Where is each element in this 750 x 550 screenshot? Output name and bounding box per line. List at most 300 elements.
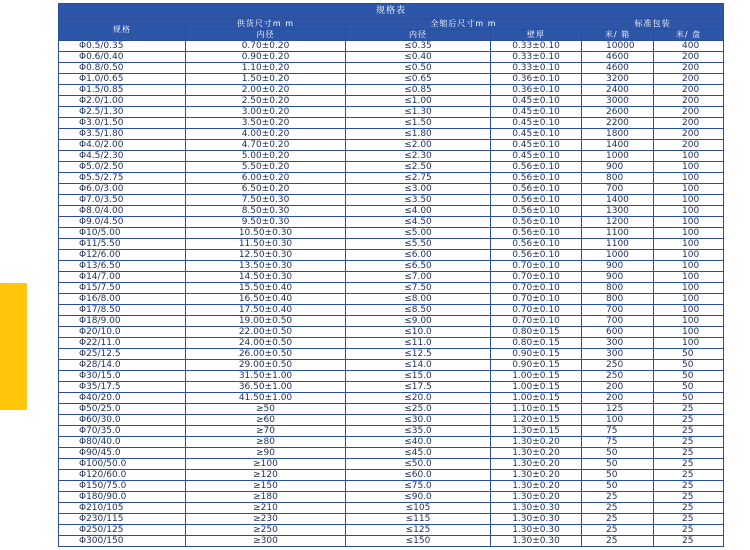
spec-cell: Φ5.0/2.50: [59, 162, 186, 173]
supply-inner-diameter-cell: ≥210: [186, 503, 346, 514]
table-row: [59, 217, 724, 228]
spec-cell: Φ11/5.50: [59, 239, 186, 250]
supply-inner-diameter-cell: ≥300: [186, 536, 346, 547]
wall-thickness-cell: 1.30±0.30: [491, 514, 582, 525]
meter-per-box-cell: 200: [582, 393, 654, 404]
spec-cell: Φ17/8.50: [59, 305, 186, 316]
meter-per-box-cell: 100: [582, 415, 654, 426]
supply-inner-diameter-cell: 11.50±0.30: [186, 239, 346, 250]
spec-cell: Φ5.5/2.75: [59, 173, 186, 184]
wall-thickness-cell: 1.30±0.20: [491, 481, 582, 492]
meter-per-box-cell: 1400: [582, 140, 654, 151]
wall-thickness-cell: 0.56±0.10: [491, 173, 582, 184]
supply-inner-diameter-cell: 10.50±0.30: [186, 228, 346, 239]
wall-thickness-cell: 0.45±0.10: [491, 140, 582, 151]
shrunk-inner-diameter-cell: ≤1.00: [346, 96, 491, 107]
supply-inner-diameter-cell: ≥60: [186, 415, 346, 426]
wall-thickness-cell: 1.30±0.15: [491, 426, 582, 437]
table-row: [59, 503, 724, 514]
meter-per-reel-cell: 200: [654, 63, 724, 74]
wall-thickness-cell: 0.45±0.10: [491, 118, 582, 129]
meter-per-box-cell: 25: [582, 525, 654, 536]
meter-per-reel-cell: 100: [654, 162, 724, 173]
wall-thickness-cell: 1.20±0.15: [491, 415, 582, 426]
shrunk-inner-diameter-cell: ≤75.0: [346, 481, 491, 492]
spec-cell: Φ70/35.0: [59, 426, 186, 437]
spec-cell: Φ1.0/0.65: [59, 74, 186, 85]
spec-cell: Φ50/25.0: [59, 404, 186, 415]
meter-per-box-cell: 1000: [582, 151, 654, 162]
table-row: [59, 184, 724, 195]
meter-per-reel-cell: 100: [654, 305, 724, 316]
spec-cell: Φ100/50.0: [59, 459, 186, 470]
supply-inner-diameter-cell: 8.50±0.30: [186, 206, 346, 217]
meter-per-box-cell: 1800: [582, 129, 654, 140]
spec-cell: Φ0.5/0.35: [59, 41, 186, 52]
table-row: [59, 272, 724, 283]
wall-thickness-cell: 0.56±0.10: [491, 162, 582, 173]
meter-per-box-cell: 10000: [582, 41, 654, 52]
supply-inner-diameter-cell: ≥70: [186, 426, 346, 437]
shrunk-inner-diameter-cell: ≤3.00: [346, 184, 491, 195]
spec-cell: Φ150/75.0: [59, 481, 186, 492]
spec-cell: Φ3.0/1.50: [59, 118, 186, 129]
wall-thickness-cell: 0.33±0.10: [491, 52, 582, 63]
meter-per-box-cell: 50: [582, 470, 654, 481]
table-row: [59, 338, 724, 349]
spec-cell: Φ4.5/2.30: [59, 151, 186, 162]
supply-inner-diameter-cell: ≥230: [186, 514, 346, 525]
table-row: [59, 426, 724, 437]
meter-per-box-cell: 700: [582, 316, 654, 327]
meter-per-box-cell: 25: [582, 503, 654, 514]
meter-per-box-cell: 4600: [582, 63, 654, 74]
header-supply-inner-diameter: 内径: [186, 30, 346, 41]
wall-thickness-cell: 0.70±0.10: [491, 305, 582, 316]
spec-cell: Φ210/105: [59, 503, 186, 514]
wall-thickness-cell: 0.70±0.10: [491, 283, 582, 294]
meter-per-reel-cell: 200: [654, 140, 724, 151]
meter-per-reel-cell: 25: [654, 536, 724, 547]
table-row: [59, 448, 724, 459]
table-row: [59, 151, 724, 162]
spec-cell: Φ7.0/3.50: [59, 195, 186, 206]
table-row: [59, 140, 724, 151]
wall-thickness-cell: 1.30±0.20: [491, 492, 582, 503]
spec-cell: Φ14/7.00: [59, 272, 186, 283]
meter-per-box-cell: 900: [582, 261, 654, 272]
meter-per-box-cell: 1100: [582, 239, 654, 250]
supply-inner-diameter-cell: 7.50±0.30: [186, 195, 346, 206]
supply-inner-diameter-cell: 3.00±0.20: [186, 107, 346, 118]
meter-per-box-cell: 800: [582, 283, 654, 294]
meter-per-box-cell: 25: [582, 514, 654, 525]
wall-thickness-cell: 1.30±0.30: [491, 536, 582, 547]
spec-cell: Φ60/30.0: [59, 415, 186, 426]
meter-per-box-cell: 2600: [582, 107, 654, 118]
spec-cell: Φ4.0/2.00: [59, 140, 186, 151]
wall-thickness-cell: 1.00±0.15: [491, 393, 582, 404]
meter-per-reel-cell: 200: [654, 52, 724, 63]
spec-cell: Φ0.6/0.40: [59, 52, 186, 63]
wall-thickness-cell: 0.33±0.10: [491, 63, 582, 74]
meter-per-box-cell: 1300: [582, 206, 654, 217]
meter-per-reel-cell: 100: [654, 272, 724, 283]
shrunk-inner-diameter-cell: ≤17.5: [346, 382, 491, 393]
meter-per-reel-cell: 100: [654, 294, 724, 305]
supply-inner-diameter-cell: 12.50±0.30: [186, 250, 346, 261]
supply-inner-diameter-cell: ≥100: [186, 459, 346, 470]
wall-thickness-cell: 1.30±0.20: [491, 470, 582, 481]
meter-per-reel-cell: 50: [654, 382, 724, 393]
spec-cell: Φ0.8/0.50: [59, 63, 186, 74]
supply-inner-diameter-cell: 6.00±0.20: [186, 173, 346, 184]
spec-cell: Φ2.0/1.00: [59, 96, 186, 107]
table-row: [59, 129, 724, 140]
meter-per-box-cell: 1200: [582, 217, 654, 228]
spec-cell: Φ9.0/4.50: [59, 217, 186, 228]
header-meter-per-box: 米/ 箱: [582, 30, 654, 41]
meter-per-reel-cell: 25: [654, 426, 724, 437]
meter-per-box-cell: 900: [582, 272, 654, 283]
meter-per-box-cell: 3000: [582, 96, 654, 107]
wall-thickness-cell: 0.80±0.15: [491, 338, 582, 349]
supply-inner-diameter-cell: ≥90: [186, 448, 346, 459]
meter-per-box-cell: 25: [582, 536, 654, 547]
supply-inner-diameter-cell: 2.00±0.20: [186, 85, 346, 96]
meter-per-box-cell: 300: [582, 349, 654, 360]
supply-inner-diameter-cell: 3.50±0.20: [186, 118, 346, 129]
shrunk-inner-diameter-cell: ≤1.50: [346, 118, 491, 129]
meter-per-box-cell: 125: [582, 404, 654, 415]
meter-per-box-cell: 75: [582, 437, 654, 448]
table-row: [59, 492, 724, 503]
table-row: [59, 349, 724, 360]
meter-per-reel-cell: 100: [654, 250, 724, 261]
shrunk-inner-diameter-cell: ≤15.0: [346, 371, 491, 382]
header-meter-per-reel: 米/ 盘: [654, 30, 724, 41]
wall-thickness-cell: 1.30±0.20: [491, 437, 582, 448]
wall-thickness-cell: 0.45±0.10: [491, 96, 582, 107]
shrunk-inner-diameter-cell: ≤125: [346, 525, 491, 536]
meter-per-reel-cell: 100: [654, 195, 724, 206]
wall-thickness-cell: 1.00±0.15: [491, 382, 582, 393]
spec-table: [58, 3, 724, 547]
meter-per-reel-cell: 200: [654, 96, 724, 107]
table-row: [59, 173, 724, 184]
meter-per-reel-cell: 200: [654, 129, 724, 140]
supply-inner-diameter-cell: 5.00±0.20: [186, 151, 346, 162]
spec-cell: Φ90/45.0: [59, 448, 186, 459]
meter-per-reel-cell: 25: [654, 404, 724, 415]
table-row: [59, 393, 724, 404]
wall-thickness-cell: 1.30±0.30: [491, 525, 582, 536]
shrunk-inner-diameter-cell: ≤1.30: [346, 107, 491, 118]
spec-cell: Φ8.0/4.00: [59, 206, 186, 217]
shrunk-inner-diameter-cell: ≤11.0: [346, 338, 491, 349]
header-shrunk-inner-diameter: 内径: [346, 30, 491, 41]
table-row: [59, 63, 724, 74]
wall-thickness-cell: 0.45±0.10: [491, 129, 582, 140]
wall-thickness-cell: 0.56±0.10: [491, 250, 582, 261]
meter-per-box-cell: 75: [582, 426, 654, 437]
spec-cell: Φ16/8.00: [59, 294, 186, 305]
spec-cell: Φ20/10.0: [59, 327, 186, 338]
supply-inner-diameter-cell: 24.00±0.50: [186, 338, 346, 349]
header-spec: 规格: [59, 19, 186, 41]
wall-thickness-cell: 0.70±0.10: [491, 316, 582, 327]
table-row: [59, 514, 724, 525]
supply-inner-diameter-cell: 4.70±0.20: [186, 140, 346, 151]
shrunk-inner-diameter-cell: ≤0.40: [346, 52, 491, 63]
shrunk-inner-diameter-cell: ≤2.75: [346, 173, 491, 184]
table-title: 规格表: [59, 4, 724, 19]
spec-cell: Φ10/5.00: [59, 228, 186, 239]
table-row: [59, 41, 724, 52]
spec-cell: Φ35/17.5: [59, 382, 186, 393]
wall-thickness-cell: 1.00±0.15: [491, 371, 582, 382]
wall-thickness-cell: 0.56±0.10: [491, 184, 582, 195]
table-row: [59, 283, 724, 294]
spec-cell: Φ3.5/1.80: [59, 129, 186, 140]
table-row: [59, 470, 724, 481]
wall-thickness-cell: 0.90±0.15: [491, 360, 582, 371]
meter-per-box-cell: 2200: [582, 118, 654, 129]
meter-per-reel-cell: 200: [654, 107, 724, 118]
shrunk-inner-diameter-cell: ≤6.00: [346, 250, 491, 261]
spec-table-body: [59, 41, 724, 547]
meter-per-box-cell: 50: [582, 481, 654, 492]
supply-inner-diameter-cell: ≥120: [186, 470, 346, 481]
meter-per-box-cell: 300: [582, 338, 654, 349]
meter-per-box-cell: 2400: [582, 85, 654, 96]
wall-thickness-cell: 0.56±0.10: [491, 239, 582, 250]
meter-per-reel-cell: 100: [654, 217, 724, 228]
spec-cell: Φ12/6.00: [59, 250, 186, 261]
spec-cell: Φ6.0/3.00: [59, 184, 186, 195]
table-row: [59, 327, 724, 338]
spec-cell: Φ80/40.0: [59, 437, 186, 448]
meter-per-reel-cell: 100: [654, 173, 724, 184]
shrunk-inner-diameter-cell: ≤2.00: [346, 140, 491, 151]
wall-thickness-cell: 0.45±0.10: [491, 151, 582, 162]
shrunk-inner-diameter-cell: ≤7.50: [346, 283, 491, 294]
meter-per-box-cell: 250: [582, 360, 654, 371]
header-wall-thickness: 壁厚: [491, 30, 582, 41]
supply-inner-diameter-cell: 14.50±0.30: [186, 272, 346, 283]
shrunk-inner-diameter-cell: ≤2.30: [346, 151, 491, 162]
meter-per-reel-cell: 200: [654, 74, 724, 85]
wall-thickness-cell: 0.90±0.15: [491, 349, 582, 360]
table-row: [59, 85, 724, 96]
supply-inner-diameter-cell: 0.70±0.20: [186, 41, 346, 52]
meter-per-box-cell: 25: [582, 492, 654, 503]
table-row: [59, 206, 724, 217]
shrunk-inner-diameter-cell: ≤4.50: [346, 217, 491, 228]
supply-inner-diameter-cell: 0.90±0.20: [186, 52, 346, 63]
supply-inner-diameter-cell: 1.10±0.20: [186, 63, 346, 74]
meter-per-reel-cell: 25: [654, 481, 724, 492]
wall-thickness-cell: 0.33±0.10: [491, 41, 582, 52]
shrunk-inner-diameter-cell: ≤8.00: [346, 294, 491, 305]
spec-cell: Φ30/15.0: [59, 371, 186, 382]
shrunk-inner-diameter-cell: ≤5.50: [346, 239, 491, 250]
wall-thickness-cell: 0.36±0.10: [491, 85, 582, 96]
meter-per-box-cell: 700: [582, 305, 654, 316]
spec-cell: Φ15/7.50: [59, 283, 186, 294]
meter-per-reel-cell: 50: [654, 393, 724, 404]
meter-per-reel-cell: 200: [654, 85, 724, 96]
shrunk-inner-diameter-cell: ≤150: [346, 536, 491, 547]
wall-thickness-cell: 1.30±0.30: [491, 503, 582, 514]
spec-cell: Φ28/14.0: [59, 360, 186, 371]
shrunk-inner-diameter-cell: ≤45.0: [346, 448, 491, 459]
meter-per-box-cell: 1400: [582, 195, 654, 206]
meter-per-reel-cell: 25: [654, 514, 724, 525]
shrunk-inner-diameter-cell: ≤3.50: [346, 195, 491, 206]
spec-cell: Φ230/115: [59, 514, 186, 525]
table-row: [59, 162, 724, 173]
shrunk-inner-diameter-cell: ≤10.0: [346, 327, 491, 338]
table-row: [59, 74, 724, 85]
shrunk-inner-diameter-cell: ≤6.50: [346, 261, 491, 272]
table-row: [59, 239, 724, 250]
table-row: [59, 96, 724, 107]
wall-thickness-cell: 0.56±0.10: [491, 217, 582, 228]
shrunk-inner-diameter-cell: ≤8.50: [346, 305, 491, 316]
wall-thickness-cell: 0.56±0.10: [491, 228, 582, 239]
table-row: [59, 382, 724, 393]
shrunk-inner-diameter-cell: ≤0.85: [346, 85, 491, 96]
meter-per-reel-cell: 100: [654, 327, 724, 338]
wall-thickness-cell: 0.70±0.10: [491, 261, 582, 272]
supply-inner-diameter-cell: 13.50±0.30: [186, 261, 346, 272]
meter-per-reel-cell: 25: [654, 525, 724, 536]
supply-inner-diameter-cell: 29.00±0.50: [186, 360, 346, 371]
supply-inner-diameter-cell: 31.50±1.00: [186, 371, 346, 382]
shrunk-inner-diameter-cell: ≤20.0: [346, 393, 491, 404]
wall-thickness-cell: 0.56±0.10: [491, 206, 582, 217]
meter-per-box-cell: 600: [582, 327, 654, 338]
supply-inner-diameter-cell: ≥180: [186, 492, 346, 503]
shrunk-inner-diameter-cell: ≤1.80: [346, 129, 491, 140]
meter-per-reel-cell: 100: [654, 184, 724, 195]
supply-inner-diameter-cell: ≥80: [186, 437, 346, 448]
meter-per-box-cell: 900: [582, 162, 654, 173]
spec-cell: Φ120/60.0: [59, 470, 186, 481]
meter-per-reel-cell: 100: [654, 239, 724, 250]
shrunk-inner-diameter-cell: ≤115: [346, 514, 491, 525]
meter-per-box-cell: 700: [582, 184, 654, 195]
supply-inner-diameter-cell: 16.50±0.40: [186, 294, 346, 305]
meter-per-reel-cell: 25: [654, 492, 724, 503]
table-row: [59, 437, 724, 448]
meter-per-box-cell: 200: [582, 382, 654, 393]
meter-per-box-cell: 1100: [582, 228, 654, 239]
supply-inner-diameter-cell: 6.50±0.20: [186, 184, 346, 195]
meter-per-reel-cell: 50: [654, 349, 724, 360]
spec-cell: Φ300/150: [59, 536, 186, 547]
supply-inner-diameter-cell: 17.50±0.40: [186, 305, 346, 316]
supply-inner-diameter-cell: 5.50±0.20: [186, 162, 346, 173]
table-row: [59, 250, 724, 261]
shrunk-inner-diameter-cell: ≤35.0: [346, 426, 491, 437]
supply-inner-diameter-cell: 2.50±0.20: [186, 96, 346, 107]
meter-per-reel-cell: 50: [654, 371, 724, 382]
spec-cell: Φ2.5/1.30: [59, 107, 186, 118]
spec-cell: Φ22/11.0: [59, 338, 186, 349]
meter-per-reel-cell: 100: [654, 283, 724, 294]
wall-thickness-cell: 0.45±0.10: [491, 107, 582, 118]
table-row: [59, 481, 724, 492]
meter-per-reel-cell: 400: [654, 41, 724, 52]
side-accent-bar: [0, 283, 27, 410]
table-row: [59, 228, 724, 239]
meter-per-box-cell: 800: [582, 294, 654, 305]
meter-per-box-cell: 4600: [582, 52, 654, 63]
table-row: [59, 316, 724, 327]
meter-per-reel-cell: 100: [654, 261, 724, 272]
meter-per-reel-cell: 25: [654, 459, 724, 470]
shrunk-inner-diameter-cell: ≤50.0: [346, 459, 491, 470]
meter-per-box-cell: 1000: [582, 250, 654, 261]
table-row: [59, 404, 724, 415]
meter-per-reel-cell: 100: [654, 151, 724, 162]
meter-per-reel-cell: 200: [654, 118, 724, 129]
header-shrunk-size: 全缩后尺寸m m: [346, 19, 582, 30]
meter-per-reel-cell: 25: [654, 503, 724, 514]
shrunk-inner-diameter-cell: ≤12.5: [346, 349, 491, 360]
meter-per-reel-cell: 100: [654, 338, 724, 349]
supply-inner-diameter-cell: 4.00±0.20: [186, 129, 346, 140]
table-row: [59, 118, 724, 129]
spec-cell: Φ250/125: [59, 525, 186, 536]
shrunk-inner-diameter-cell: ≤0.35: [346, 41, 491, 52]
supply-inner-diameter-cell: 9.50±0.30: [186, 217, 346, 228]
wall-thickness-cell: 0.56±0.10: [491, 195, 582, 206]
shrunk-inner-diameter-cell: ≤30.0: [346, 415, 491, 426]
supply-inner-diameter-cell: 26.00±0.50: [186, 349, 346, 360]
table-row: [59, 415, 724, 426]
supply-inner-diameter-cell: 19.00±0.50: [186, 316, 346, 327]
meter-per-box-cell: 250: [582, 371, 654, 382]
meter-per-box-cell: 50: [582, 459, 654, 470]
supply-inner-diameter-cell: 36.50±1.00: [186, 382, 346, 393]
shrunk-inner-diameter-cell: ≤0.65: [346, 74, 491, 85]
shrunk-inner-diameter-cell: ≤2.50: [346, 162, 491, 173]
supply-inner-diameter-cell: 41.50±1.00: [186, 393, 346, 404]
meter-per-box-cell: 50: [582, 448, 654, 459]
meter-per-reel-cell: 100: [654, 228, 724, 239]
meter-per-reel-cell: 25: [654, 448, 724, 459]
shrunk-inner-diameter-cell: ≤105: [346, 503, 491, 514]
header-standard-package: 标准包装: [582, 19, 724, 30]
shrunk-inner-diameter-cell: ≤90.0: [346, 492, 491, 503]
table-row: [59, 107, 724, 118]
shrunk-inner-diameter-cell: ≤5.00: [346, 228, 491, 239]
table-row: [59, 305, 724, 316]
supply-inner-diameter-cell: 1.50±0.20: [186, 74, 346, 85]
supply-inner-diameter-cell: ≥150: [186, 481, 346, 492]
wall-thickness-cell: 0.70±0.10: [491, 294, 582, 305]
wall-thickness-cell: 1.10±0.15: [491, 404, 582, 415]
table-row: [59, 261, 724, 272]
meter-per-reel-cell: 100: [654, 316, 724, 327]
meter-per-box-cell: 3200: [582, 74, 654, 85]
spec-cell: Φ180/90.0: [59, 492, 186, 503]
shrunk-inner-diameter-cell: ≤9.00: [346, 316, 491, 327]
table-row: [59, 195, 724, 206]
